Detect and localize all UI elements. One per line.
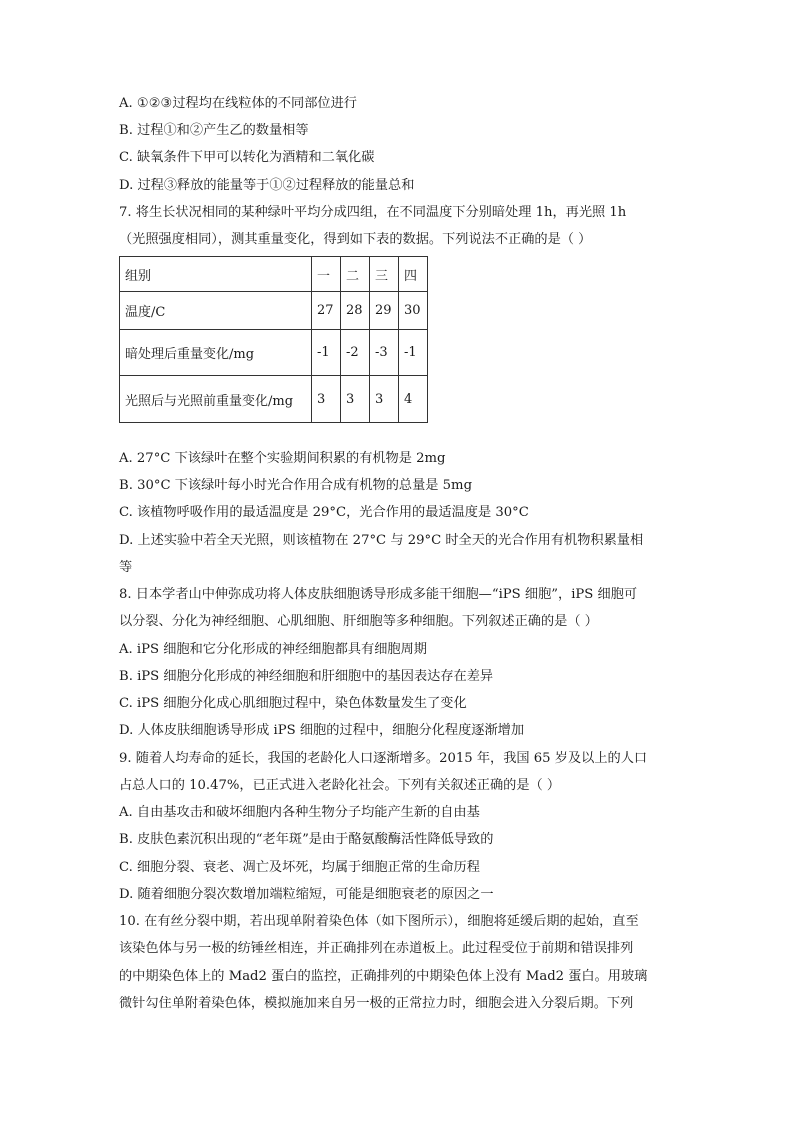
option-c-q6: C. 缺氧条件下甲可以转化为酒精和二氧化碳 [119,150,375,165]
table-cell: 温度/C [120,292,312,330]
table-cell: 3 [341,376,370,423]
table-cell: 组别 [120,257,312,292]
question-7-line-1: 7. 将生长状况相同的某种绿叶平均分成四组，在不同温度下分别暗处理 1h，再光照 1h [119,205,627,220]
table-cell: 暗处理后重量变化/mg [120,330,312,376]
question-10-line-1: 10. 在有丝分裂中期，若出现单附着染色体（如下图所示），细胞将延缓后期的起始，直至 [119,914,639,929]
option-c-q7: C. 该植物呼吸作用的最适温度是 29°C，光合作用的最适温度是 30°C [119,505,529,520]
table-cell: -2 [341,330,370,376]
data-table [119,256,428,423]
table-cell: -1 [399,330,428,376]
option-d-q6: D. 过程③释放的能量等于①②过程释放的能量总和 [119,178,415,193]
option-a-q7: A. 27°C 下该绿叶在整个实验期间积累的有机物是 2mg [119,451,446,466]
option-a-q9: A. 自由基攻击和破坏细胞内各种生物分子均能产生新的自由基 [119,805,480,820]
question-9-line-1: 9. 随着人均寿命的延长，我国的老龄化人口逐渐增多。2015 年，我国 65 岁及以上的人口 [119,751,648,766]
table-cell: 4 [399,376,428,423]
table-cell: 30 [399,292,428,330]
question-9-line-2: 占总人口的 10.47%，已正式进入老龄化社会。下列有关叙述正确的是（ ） [119,778,561,793]
option-b-q7: B. 30°C 下该绿叶每小时光合作用合成有机物的总量是 5mg [119,478,473,493]
table-cell: 27 [312,292,341,330]
table-cell: 3 [370,376,399,423]
table-cell: 二 [341,257,370,292]
option-b-q6: B. 过程①和②产生乙的数量相等 [119,123,309,138]
table-cell: 光照后与光照前重量变化/mg [120,376,312,423]
table-row [120,376,428,423]
table-cell: 四 [399,257,428,292]
option-b-q9: B. 皮肤色素沉积出现的“老年斑”是由于酪氨酸酶活性降低导致的 [119,832,494,847]
table-cell: 3 [312,376,341,423]
question-7-line-2: （光照强度相同），测其重量变化，得到如下表的数据。下列说法不正确的是（ ） [119,232,592,247]
table-row [120,292,428,330]
table-cell: 28 [341,292,370,330]
option-d-q7-line-1: D. 上述实验中若全天光照，则该植物在 27°C 与 29°C 时全天的光合作用有机物积累量相 [119,533,644,548]
option-c-q9: C. 细胞分裂、衰老、凋亡及坏死，均属于细胞正常的生命历程 [119,860,480,875]
option-b-q8: B. iPS 细胞分化形成的神经细胞和肝细胞中的基因表达存在差异 [119,669,494,684]
table-cell: -3 [370,330,399,376]
option-a-q6: A. ①②③过程均在线粒体的不同部位进行 [119,96,357,111]
option-d-q8: D. 人体皮肤细胞诱导形成 iPS 细胞的过程中，细胞分化程度逐渐增加 [119,723,525,738]
question-10-line-2: 该染色体与另一极的纺锤丝相连，并正确排列在赤道板上。此过程受位于前期和错误排列 [119,941,634,956]
option-c-q8: C. iPS 细胞分化成心肌细胞过程中，染色体数量发生了变化 [119,696,467,711]
question-10-line-4: 微针勾住单附着染色体，模拟施加来自另一极的正常拉力时，细胞会进入分裂后期。下列 [119,996,634,1011]
question-10-line-3: 的中期染色体上的 Mad2 蛋白的监控，正确排列的中期染色体上没有 Mad2 蛋白。用玻璃 [119,969,648,984]
option-a-q8: A. iPS 细胞和它分化形成的神经细胞都具有细胞周期 [119,642,427,657]
option-d-q7-line-2: 等 [119,560,133,575]
table-cell: -1 [312,330,341,376]
table-cell: 一 [312,257,341,292]
option-d-q9: D. 随着细胞分裂次数增加端粒缩短，可能是细胞衰老的原因之一 [119,887,494,902]
table-row [120,330,428,376]
question-8-line-2: 以分裂、分化为神经细胞、心肌细胞、肝细胞等多种细胞。下列叙述正确的是（ ） [119,614,598,629]
question-8-line-1: 8. 日本学者山中伸弥成功将人体皮肤细胞诱导形成多能干细胞—“iPS 细胞”，iPS 细胞可 [119,587,638,602]
table-cell: 三 [370,257,399,292]
table-cell: 29 [370,292,399,330]
table-row [120,257,428,292]
